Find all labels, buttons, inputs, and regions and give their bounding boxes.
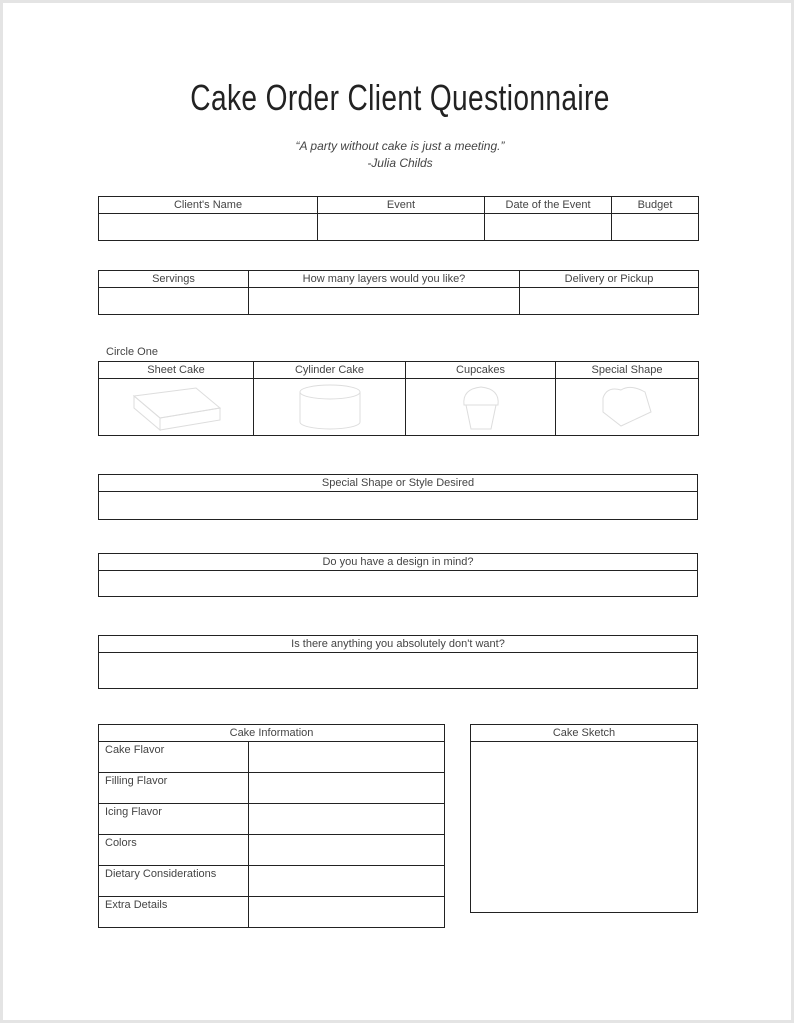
label-dietary: Dietary Considerations xyxy=(99,866,249,897)
date-field[interactable] xyxy=(485,214,612,241)
special-shape-option[interactable] xyxy=(556,379,699,436)
servings-field[interactable] xyxy=(99,288,249,315)
sheet-cake-icon xyxy=(126,382,226,432)
dont-want-field[interactable] xyxy=(99,653,698,689)
layers-field[interactable] xyxy=(249,288,520,315)
special-shape-field[interactable] xyxy=(99,492,698,520)
cake-information-table xyxy=(98,724,445,928)
heart-cake-icon xyxy=(597,382,657,432)
quote-author: -Julia Childs xyxy=(367,156,433,170)
label-icing-flavor: Icing Flavor xyxy=(99,804,249,835)
client-info-table xyxy=(98,196,699,241)
client-name-field[interactable] xyxy=(99,214,318,241)
label-colors: Colors xyxy=(99,835,249,866)
header-budget: Budget xyxy=(612,197,699,214)
cupcake-icon xyxy=(456,381,506,433)
icing-flavor-field[interactable] xyxy=(249,804,445,835)
budget-field[interactable] xyxy=(612,214,699,241)
dietary-field[interactable] xyxy=(249,866,445,897)
circle-one-label: Circle One xyxy=(106,346,158,358)
header-servings: Servings xyxy=(99,271,249,288)
header-cylinder-cake: Cylinder Cake xyxy=(254,362,406,379)
dont-want-table xyxy=(98,635,698,689)
cake-sketch-area[interactable] xyxy=(471,742,698,913)
cake-sketch-table xyxy=(470,724,698,913)
header-special-shape-style: Special Shape or Style Desired xyxy=(99,475,698,492)
special-shape-table xyxy=(98,474,698,520)
header-cake-information: Cake Information xyxy=(99,725,445,742)
cake-type-table xyxy=(98,361,699,436)
header-delivery: Delivery or Pickup xyxy=(520,271,699,288)
quote: “A party without cake is just a meeting.” xyxy=(295,139,505,153)
order-details-table xyxy=(98,270,699,315)
header-special-shape: Special Shape xyxy=(556,362,699,379)
page-title: Cake Order Client Questionnaire xyxy=(190,77,610,118)
sheet-cake-option[interactable] xyxy=(99,379,254,436)
header-sheet-cake: Sheet Cake xyxy=(99,362,254,379)
header-cake-sketch: Cake Sketch xyxy=(471,725,698,742)
colors-field[interactable] xyxy=(249,835,445,866)
cylinder-cake-option[interactable] xyxy=(254,379,406,436)
label-filling-flavor: Filling Flavor xyxy=(99,773,249,804)
cake-flavor-field[interactable] xyxy=(249,742,445,773)
header-dont-want: Is there anything you absolutely don't want? xyxy=(99,636,698,653)
event-field[interactable] xyxy=(318,214,485,241)
cylinder-cake-icon xyxy=(295,382,365,432)
design-field[interactable] xyxy=(99,571,698,597)
header-client-name: Client's Name xyxy=(99,197,318,214)
header-design: Do you have a design in mind? xyxy=(99,554,698,571)
cupcakes-option[interactable] xyxy=(406,379,556,436)
header-layers: How many layers would you like? xyxy=(249,271,520,288)
label-cake-flavor: Cake Flavor xyxy=(99,742,249,773)
extra-details-field[interactable] xyxy=(249,897,445,928)
header-event: Event xyxy=(318,197,485,214)
delivery-field[interactable] xyxy=(520,288,699,315)
label-extra-details: Extra Details xyxy=(99,897,249,928)
design-table xyxy=(98,553,698,597)
filling-flavor-field[interactable] xyxy=(249,773,445,804)
header-date: Date of the Event xyxy=(485,197,612,214)
header-cupcakes: Cupcakes xyxy=(406,362,556,379)
